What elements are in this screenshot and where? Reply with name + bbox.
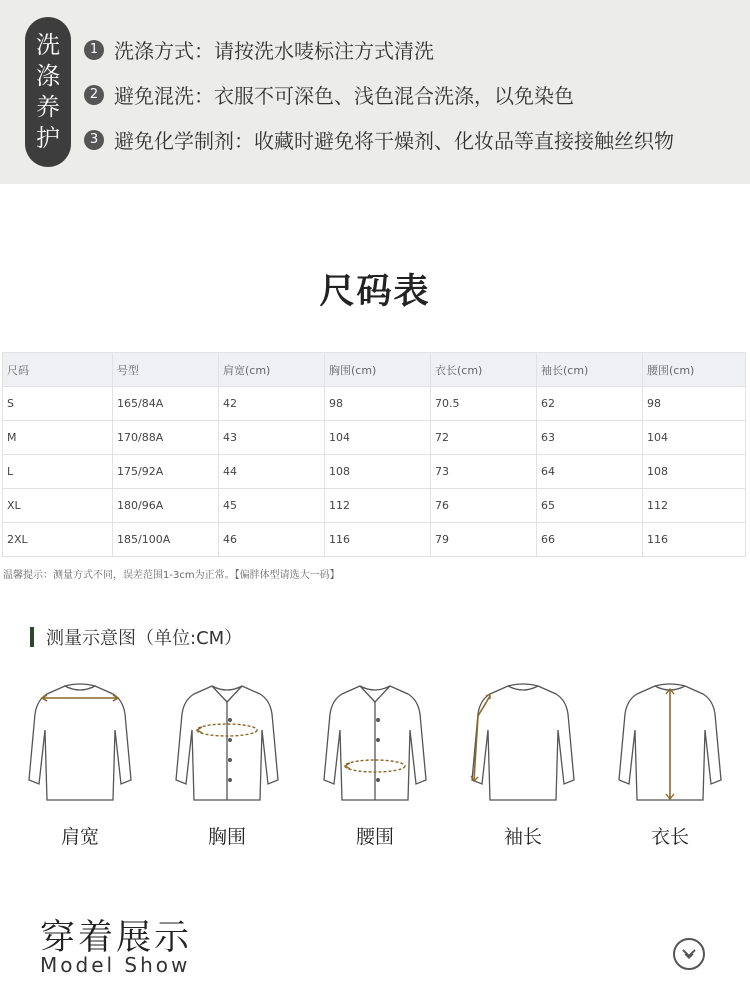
size-table-header: 尺码 xyxy=(3,353,113,387)
model-show-title: 穿着展示 xyxy=(40,918,193,958)
table-cell: 185/100A xyxy=(113,523,219,557)
table-cell: 180/96A xyxy=(113,489,219,523)
measure-label-chest: 胸围 xyxy=(207,826,246,848)
table-cell: 65 xyxy=(537,489,643,523)
table-cell: 175/92A xyxy=(113,455,219,489)
table-cell: 98 xyxy=(325,387,431,421)
table-cell: XL xyxy=(3,489,113,523)
care-badge-char: 涤 xyxy=(36,62,60,90)
care-item xyxy=(84,35,434,64)
table-cell: 42 xyxy=(219,387,325,421)
size-table-header: 袖长(cm) xyxy=(537,353,643,387)
table-cell: 76 xyxy=(431,489,537,523)
table-cell: 170/88A xyxy=(113,421,219,455)
size-table-header: 腰围(cm) xyxy=(643,353,746,387)
size-table-header: 号型 xyxy=(113,353,219,387)
size-table-header: 衣长(cm) xyxy=(431,353,537,387)
shirt-back-shoulder-icon xyxy=(25,680,135,806)
table-cell: 112 xyxy=(325,489,431,523)
table-cell: 66 xyxy=(537,523,643,557)
table-cell: 112 xyxy=(643,489,746,523)
table-cell: 79 xyxy=(431,523,537,557)
size-table-header: 胸围(cm) xyxy=(325,353,431,387)
measure-label-length: 衣长 xyxy=(650,826,689,848)
shirt-front-chest-icon xyxy=(172,680,282,806)
size-table-header-row xyxy=(3,353,746,387)
care-item-number: 3 xyxy=(84,130,104,150)
care-section xyxy=(0,0,750,184)
measure-label-sleeve: 袖长 xyxy=(503,826,542,848)
measure-title: 测量示意图（单位:CM） xyxy=(46,628,243,649)
heading-accent-bar xyxy=(30,627,34,647)
shirt-back-sleeve-icon xyxy=(468,680,578,806)
care-item-text: 避免混洗：衣服不可深色、浅色混合洗涤，以免染色 xyxy=(114,84,574,108)
table-cell: 45 xyxy=(219,489,325,523)
size-table-header: 肩宽(cm) xyxy=(219,353,325,387)
table-cell: 72 xyxy=(431,421,537,455)
table-cell: M xyxy=(3,421,113,455)
size-chart-title: 尺码表 xyxy=(319,272,431,312)
measure-label-shoulder: 肩宽 xyxy=(60,826,99,848)
care-item xyxy=(84,125,674,154)
table-cell: 116 xyxy=(325,523,431,557)
table-cell: 108 xyxy=(325,455,431,489)
shirt-back-length-icon xyxy=(615,680,725,806)
table-cell: 98 xyxy=(643,387,746,421)
table-cell: 64 xyxy=(537,455,643,489)
table-row xyxy=(3,523,746,557)
care-badge-char: 护 xyxy=(36,124,60,152)
table-cell: 46 xyxy=(219,523,325,557)
care-item-number: 2 xyxy=(84,85,104,105)
table-cell: 43 xyxy=(219,421,325,455)
table-row xyxy=(3,387,746,421)
table-cell: 108 xyxy=(643,455,746,489)
table-cell: 104 xyxy=(643,421,746,455)
table-cell: 165/84A xyxy=(113,387,219,421)
table-cell: 116 xyxy=(643,523,746,557)
table-cell: S xyxy=(3,387,113,421)
table-cell: 104 xyxy=(325,421,431,455)
table-cell: L xyxy=(3,455,113,489)
measure-heading xyxy=(30,624,242,650)
care-badge xyxy=(25,17,71,167)
care-badge-char: 养 xyxy=(36,93,60,121)
size-tip: 温馨提示：测量方式不同，误差范围1-3cm为正常。【偏胖体型请选大一码】 xyxy=(3,570,340,581)
care-item-number: 1 xyxy=(84,40,104,60)
table-row xyxy=(3,421,746,455)
table-cell: 73 xyxy=(431,455,537,489)
care-item xyxy=(84,80,574,109)
chevron-down-circle-icon[interactable] xyxy=(673,938,705,970)
table-row xyxy=(3,489,746,523)
table-cell: 2XL xyxy=(3,523,113,557)
care-badge-char: 洗 xyxy=(36,31,60,59)
table-cell: 44 xyxy=(219,455,325,489)
size-table xyxy=(2,352,746,557)
care-item-text: 避免化学制剂：收藏时避免将干燥剂、化妆品等直接接触丝织物 xyxy=(114,129,674,153)
care-item-text: 洗涤方式：请按洗水唛标注方式清洗 xyxy=(114,39,434,63)
shirt-front-waist-icon xyxy=(320,680,430,806)
table-cell: 63 xyxy=(537,421,643,455)
model-show-subtitle: Model Show xyxy=(40,953,191,977)
table-cell: 70.5 xyxy=(431,387,537,421)
measure-label-waist: 腰围 xyxy=(355,826,394,848)
table-cell: 62 xyxy=(537,387,643,421)
table-row xyxy=(3,455,746,489)
